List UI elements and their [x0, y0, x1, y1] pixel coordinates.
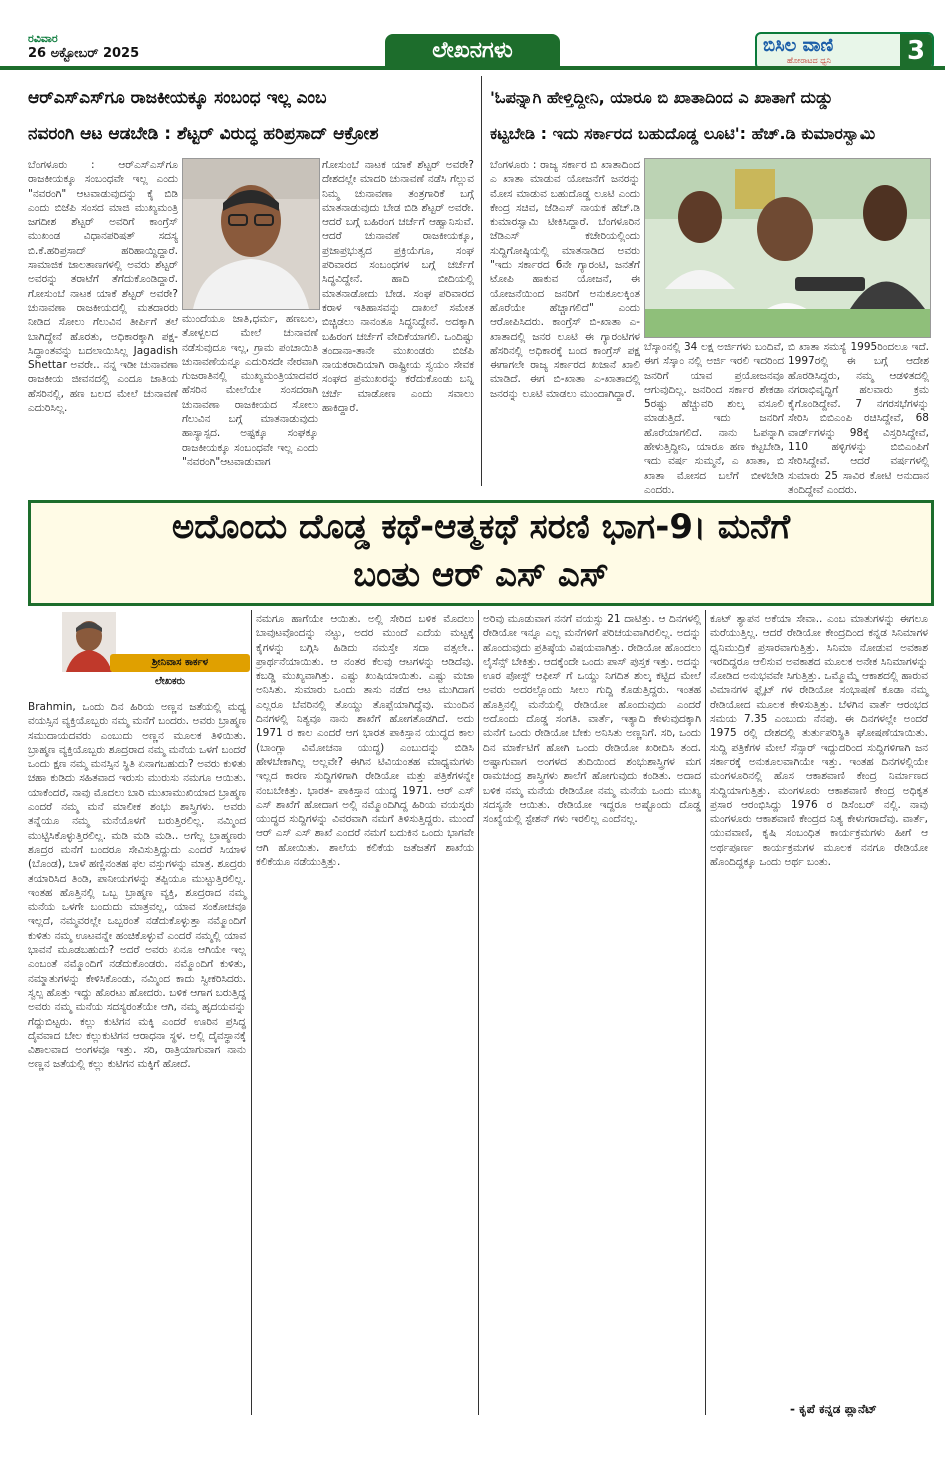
story2-col2: ಬೆಸ್ಕಾಂನಲ್ಲಿ 34 ಲಕ್ಷ ಅರ್ಜಿಗಳು ಬಂದಿವೆ, ಈಗ ಸೆಸ್ಕಾಂ ನಲ್ಲಿ ಅರ್ಜಿ ಇರಲಿ ಇದರಿಂದ ಜನರಿಗೆ ಯಾವ ಪ್ರಯೋಜನವೂ ಆಗುವುದಿಲ್ಲ. ಜನರಿಂದ ಸರ್ಕಾರ ಶೇಕಡಾ 5ರಷ್ಟು ಹೆಚ್ಚುವರಿ ಶುಲ್ಕ ವಸೂಲಿ ಮಾಡುತ್ತಿದೆ. ಇದು ಜನರಿಗೆ ಹೊರೆಯಾಗಲಿದೆ. ನಾನು ಓಪನ್ನಾಗಿ ಹೇಳುತ್ತಿದ್ದೀನಿ, ಯಾರೂ ಹಣ ಕಟ್ಟಬೇಡಿ, ಇದು ವರ್ಷ ಸುಮ್ಮನೆ, ಎ ಖಾತಾ, ಬಿ ಖಾತಾ ಮೋಸದ ಬಲೆಗೆ ಬೀಳಬೇಡಿ ಎಂದರು. [644, 341, 784, 496]
story2-col1: ಬೆಂಗಳೂರು : ರಾಜ್ಯ ಸರ್ಕಾರ ಬಿ ಖಾತಾದಿಂದ ಎ ಖಾತಾ ಮಾಡುವ ಯೋಜನೆಗೆ ಜನರನ್ನು ಮೋಸ ಮಾಡುವ ಬಹುದೊಡ್ಡ ಲೂಟಿ ಎಂದು ಕೇಂದ್ರ ಸಚಿವ, ಜೆಡಿಎಸ್ ನಾಯಕ ಹೆಚ್.ಡಿ ಕುಮಾರಸ್ವಾಮಿ ಟೀಕಿಸಿದ್ದಾರೆ. ಬೆಂಗಳೂರಿನ ಜೆಡಿಎಸ್ ಕಚೇರಿಯಲ್ಲಿಂದು ಸುದ್ದಿಗೋಷ್ಠಿಯಲ್ಲಿ ಮಾತನಾಡಿದ ಅವರು "ಇದು ಸರ್ಕಾರದ 6ನೇ ಗ್ಯಾರಂಟಿ, ಜನತೆಗೆ ಟೋಪಿ ಹಾಕುವ ಯೋಜನೆ, ಈ ಯೋಜನೆಯಿಂದ ಜನರಿಗೆ ಅನುಕೂಲಕ್ಕಿಂತ ಹೊರೆಯೇ ಹೆಚ್ಚಾಗಲಿದೆ" ಎಂದು ಆರೋಪಿಸಿದರು. ಕಾಂಗ್ರೆಸ್ ಬಿ-ಖಾತಾ ಎ-ಖಾತಾದಲ್ಲಿ ಜನರ ಲೂಟಿ ಈ ಗ್ಯಾರಂಟಿಗಳ ಹೆಸರಿನಲ್ಲಿ ಅಧಿಕಾರಕ್ಕೆ ಬಂದ ಕಾಂಗ್ರೆಸ್ ಪಕ್ಷ ಈಗಾಗಲೇ ರಾಜ್ಯ ಸರ್ಕಾರದ ಖಜಾನೆ ಖಾಲಿ ಮಾಡಿದೆ. ಈಗ ಬಿ-ಖಾತಾ ಎ-ಖಾತಾದಲ್ಲಿ ಜನರನ್ನು ಲೂಟಿ ಮಾಡಲು ಮುಂದಾಗಿದ್ದಾರೆ. [490, 159, 640, 400]
story1-headline-line1: ಆರ್‌ಎಸ್‌ಎಸ್‌ಗೂ ರಾಜಕೀಯಕ್ಕೂ ಸಂಬಂಧ ಇಲ್ಲ ಎಂಬ [28, 88, 327, 108]
feature-title-banner [28, 500, 934, 606]
story1-headline-line2: ನವರಂಗಿ ಆಟ ಆಡಬೇಡಿ : ಶೆಟ್ಟರ್ ವಿರುದ್ಧ ಹರಿಪ್ರಸಾದ್ ಆಕ್ರೋಶ [28, 124, 379, 144]
story2-col3: ಬಿ ಖಾತಾ ಸಮಸ್ಯೆ 1995ರಿಂದಲೂ ಇದೆ. 1997ರಲ್ಲಿ ಈ ಬಗ್ಗೆ ಆದೇಶ ಹೊರಡಿಸಿದ್ದರು, ನಮ್ಮ ಆಡಳಿತದಲ್ಲಿ ನಗರಾಭಿವೃದ್ಧಿಗೆ ಹಲವಾರು ಕ್ರಮ ಕೈಗೊಂಡಿದ್ದೇವೆ. 7 ನಗರಸಭೆಗಳನ್ನು ಸೇರಿಸಿ ಬಿಬಿಎಂಪಿ ರಚಿಸಿದ್ದೇವೆ, 68 ವಾರ್ಡ್‌ಗಳನ್ನು 98ಕ್ಕೆ ವಿಸ್ತರಿಸಿದ್ದೇವೆ, 110 ಹಳ್ಳಿಗಳನ್ನು ಬಿಬಿಎಂಪಿಗೆ ಸೇರಿಸಿದ್ದೇವೆ. ಆದರೆ ವರ್ಷಗಳಲ್ಲಿ ಸುಮಾರು 25 ಸಾವಿರ ಕೋಟಿ ಅನುದಾನ ತಂದಿದ್ದೇವೆ ಎಂದರು. [788, 341, 929, 496]
author-photo-icon [62, 612, 116, 672]
feature-col3: ಅರಿವು ಮೂಡುವಾಗ ನನಗೆ ವಯಸ್ಸು 21 ದಾಟಿತ್ತು. ಆ ದಿನಗಳಲ್ಲಿ ರೇಡಿಯೋ ಇನ್ನೂ ಎಲ್ಲ ಮನೆಗಳಿಗೆ ಪರಿಚಯವಾಗಿರಲಿಲ್ಲ. ಅದನ್ನು ಹೊಂದುವುದು ಪ್ರತಿಷ್ಠೆಯ ವಿಷಯವಾಗಿತ್ತು. ರೇಡಿಯೋ ಹೊಂದಲು ಲೈಸೆನ್ಸ್ ಬೇಕಿತ್ತು. ಆದಕ್ಕೆಂದೇ ಒಂದು ಪಾಸ್ ಪುಸ್ತಕ ಇತ್ತು. ಅದನ್ನು ಊರ ಪೋಸ್ಟ್ ಆಫೀಸ್ ಗೆ ಒಯ್ದು ನಿಗದಿತ ಶುಲ್ಕ ಕಟ್ಟಿದ ಮೇಲೆ ಅವರು ಅದರಲ್ಲೊಂದು ಸೀಲು ಗುದ್ದಿ ಕೊಡುತ್ತಿದ್ದರು. ಇಂತಹ ಹೊತ್ತಿನಲ್ಲಿ ಮನೆಯಲ್ಲಿ ರೇಡಿಯೋ ಹೊಂದುವುದು ಎಂದರೆ ಅದೊಂದು ದೊಡ್ಡ ಸಂಗತಿ. ವಾರ್ತೆ, ಇತ್ಯಾದಿ ಕೇಳುವುದಕ್ಕಾಗಿ ಮನೆಗೆ ಒಂದು ರೇಡಿಯೋ ಬೇಕು ಅನಿಸಿತು ಅಣ್ಣನಿಗೆ. ಸರಿ, ಒಂದು ದಿನ ಮಾರ್ಕೆಟಿಗೆ ಹೋಗಿ ಒಂದು ರೇಡಿಯೋ ಖರೀದಿಸಿ ತಂದ. ಅಷ್ಟಾಗುವಾಗ ಅಂಗಳದ ತುದಿಯಿಂದ ಶಂಭುಶಾಸ್ತ್ರಿಗಳ ಮಗ ರಾಮಚಂದ್ರ ಶಾಸ್ತ್ರಿಗಳು ಶಾಲೆಗೆ ಹೋಗುವುದು ಕಂಡಿತು. ಅದಾದ ಬಳಿಕ ನಮ್ಮ ಮನೆಯ ರೇಡಿಯೋ ನಮ್ಮ ಮನೆಯ ಒಂದು ಮುಖ್ಯ ಸದಸ್ಯನೇ ಆಯಿತು. ರೇಡಿಯೋ ಇದ್ದರೂ ಅಷ್ಟೊಂದು ದೊಡ್ಡ ಸಂಖ್ಯೆಯಲ್ಲಿ ಸ್ಟೇಶನ್ ಗಳು ಇರಲಿಲ್ಲ ಎಂದೆನಲ್ಲ. [483, 613, 701, 826]
feature-title-line1: ಅದೊಂದು ದೊಡ್ಡ ಕಥೆ-ಆತ್ಮಕಥೆ ಸರಣಿ ಭಾಗ-9। ಮನೆಗೆ [171, 507, 791, 547]
feature-col2: ನಮಗೂ ಹಾಗೆಯೇ ಆಯಿತು. ಅಲ್ಲಿ ಸೇರಿದ ಬಳಿಕ ಮೊದಲು ಬಾವುಟವೊಂದನ್ನು ನಟ್ಟು, ಅದರ ಮುಂದೆ ಎದೆಯ ಮಟ್ಟಕ್ಕೆ ಕೈಗಳನ್ನು ಬಗ್ಗಿಸಿ ಹಿಡಿದು ನಮಸ್ತೇ ಸದಾ ವತ್ಸಲೇ.. ಪ್ರಾರ್ಥನೆಯಾಯಿತು. ಆ ನಂತರ ಕೆಲವು ಆಟಗಳನ್ನು ಆಡಿದೆವು. ಕಬಡ್ಡಿ ಮುಖ್ಯವಾಗಿತ್ತು. ಎಷ್ಟು ಖುಷಿಯಾಯಿತು. ಎಷ್ಟು ಮಜಾ ಅನಿಸಿತು. ಸುಮಾರು ಒಂದು ತಾಸು ನಡೆದ ಆಟ ಮುಗಿದಾಗ ಎಲ್ಲರೂ ಬೆವರಿನಲ್ಲಿ ತೊಯ್ದು ತೊಪ್ಪೆಯಾಗಿದ್ದೆವು. ಮುಂದಿನ ದಿನಗಳಲ್ಲಿ ನಿತ್ಯವೂ ನಾನು ಶಾಖೆಗೆ ಹೋಗತೊಡಗಿದೆ. ಅದು 1971 ರ ಕಾಲ ಎಂದರೆ ಆಗ ಭಾರತ ಪಾಕಿಸ್ತಾನ ಯುದ್ಧದ ಕಾಲ (ಬಾಂಗ್ಲಾ ವಿಮೋಚನಾ ಯುದ್ಧ) ಎಂಬುದನ್ನು ಬಿಡಿಸಿ ಹೇಳಬೇಕಾಗಿಲ್ಲ ಅಲ್ಲವೇ? ಈಗಿನ ಟಿವಿಯಂತಹ ಮಾಧ್ಯಮಗಳು ಇಲ್ಲದ ಕಾರಣ ಸುದ್ದಿಗಳಿಗಾಗಿ ರೇಡಿಯೋ ಮತ್ತು ಪತ್ರಿಕೆಗಳನ್ನೇ ನಂಬಬೇಕಿತ್ತು. ಭಾರತ- ಪಾಕಿಸ್ತಾನ ಯುದ್ಧ 1971. ಆರ್ ಎಸ್ ಎಸ್ ಶಾಖೆಗೆ ಹೋದಾಗ ಅಲ್ಲಿ ನಮ್ಮೊಂದಿಗಿದ್ದ ಹಿರಿಯ ವಯಸ್ಕರು ಯುದ್ಧದ ಸುದ್ದಿಗಳನ್ನು ವಿವರವಾಗಿ ನಮಗೆ ತಿಳಿಸುತ್ತಿದ್ದರು. ಮುಂದೆ ಆರ್ ಎಸ್ ಎಸ್ ಶಾಖೆ ಎಂದರೆ ನಮಗೆ ಬದುಕಿನ ಒಂದು ಭಾಗವೇ ಆಗಿ ಹೋಯಿತು. ಶಾಲೆಯ ಕಲಿಕೆಯ ಜತೆಜತೆಗೆ ಶಾಖೆಯ ಕಲಿಕೆಯೂ ನಡೆಯುತ್ತಿತ್ತು. [256, 613, 474, 869]
column-divider [478, 610, 479, 1415]
source-credit: - ಕೃಪೆ ಕನ್ನಡ ಪ್ಲಾನೆಟ್ [790, 1402, 877, 1416]
feature-col4: ಕೂಟ್ ತ್ಯಾಪನ ಅಕೆಯಾ ಸೇವಾ.. ಎಂಬ ಮಾತುಗಳನ್ನು ಈಗಲೂ ಮರೆಯುತ್ತಿಲ್ಲ. ಆದರೆ ರೇಡಿಯೋ ಕೇಂದ್ರದಿಂದ ಕನ್ನಡ ಸಿನಿಮಾಗಳ ಧ್ವನಿಮುದ್ರಿಕೆ ಪ್ರಸಾರವಾಗುತ್ತಿತ್ತು. ಸಿನಿಮಾ ನೋಡುವ ಅವಕಾಶ ಇರದಿದ್ದರೂ ಆಲಿಸುವ ಅವಕಾಶದ ಮೂಲಕ ಅನೇಕ ಸಿನಿಮಾಗಳನ್ನು ನೋಡಿದ ಅನುಭವವೇ ಸಿಗುತ್ತಿತ್ತು. ಒಮ್ಮೊಮ್ಮೆ ಆಕಾಶದಲ್ಲಿ ಹಾರುವ ವಿಮಾನಗಳ ಫ್ಲೈಟ್ ಗಳ ರೇಡಿಯೋ ಸಂಭಾಷಣೆ ಕೂಡಾ ನಮ್ಮ ರೇಡಿಯೋದ ಮೂಲಕ ಕೇಳಿಸುತ್ತಿತ್ತು. ಬೆಳಗಿನ ವಾರ್ತೆ ಆರಂಭದ ಸಮಯ 7.35 ಎಂಬುದು ನೆನಪು. ಈ ದಿನಗಳಲ್ಲೇ ಅಂದರೆ 1975 ರಲ್ಲಿ ದೇಶದಲ್ಲಿ ತುರ್ತುಪರಿಸ್ಥಿತಿ ಘೋಷಣೆಯಾಯಿತು. ಸುದ್ದಿ ಪತ್ರಿಕೆಗಳ ಮೇಲೆ ಸೆನ್ಸಾರ್ ಇದ್ದುದರಿಂದ ಸುದ್ದಿಗಳಿಗಾಗಿ ಜನ ಸರ್ಕಾರಕ್ಕೆ ಅನುಕೂಲವಾಗಿಯೇ ಇತ್ತು. ಇಂತಹ ದಿನಗಳಲ್ಲಿಯೇ ಮಂಗಳೂರಿನಲ್ಲಿ ಹೊಸ ಆಕಾಶವಾಣಿ ಕೇಂದ್ರ ನಿರ್ಮಾಣದ ಸುದ್ದಿಯಾಗುತ್ತಿತ್ತು. ಮಂಗಳೂರು ಆಕಾಶವಾಣಿ ಕೇಂದ್ರ ಅಧಿಕೃತ ಪ್ರಸಾರ ಆರಂಭಿಸಿದ್ದು 1976 ರ ಡಿಸೆಂಬರ್ ನಲ್ಲಿ. ನಾವು ಮಂಗಳೂರು ಆಕಾಶವಾಣಿ ಕೇಂದ್ರದ ನಿತ್ಯ ಕೇಳುಗರಾದೆವು. ವಾರ್ತೆ, ಯುವವಾಣಿ, ಕೃಷಿ ಸಂಬಂಧಿತ ಕಾರ್ಯಕ್ರಮಗಳು ಹೀಗೆ ಆ ಅರ್ಥಪೂರ್ಣ ಕಾರ್ಯಕ್ರಮಗಳ ಮೂಲಕ ನನಗೂ ರೇಡಿಯೋ ಹೊಂದಿದ್ದಕ್ಕೂ ಒಂದು ಅರ್ಥ ಬಂತು. [710, 613, 928, 869]
feature-col1: Brahmin, ಒಂದು ದಿನ ಹಿರಿಯ ಅಣ್ಣನ ಜತೆಯಲ್ಲಿ ಮಧ್ಯ ವಯಸ್ಸಿನ ವ್ಯಕ್ತಿಯೊಬ್ಬರು ನಮ್ಮ ಮನೆಗೆ ಬಂದರು. ಅವರು ಬ್ರಾಹ್ಮಣ ಸಮುದಾಯದವರು ಎಂಬುದು ಅಣ್ಣನ ಮೂಲಕ ತಿಳಿಯಿತು. ಬ್ರಾಹ್ಮಣ ವ್ಯಕ್ತಿಯೊಬ್ಬರು ಶೂದ್ರರಾದ ನಮ್ಮ ಮನೆಯ ಒಳಗೆ ಬಂದರೆ ಒಂದು ಕ್ಷಣ ನಮ್ಮ ಮನಸ್ಸಿನ ಸ್ಥಿತಿ ಏನಾಗಬಹುದು? ಅವರು ಕುಳಿತು ಚಹಾ ಕುಡಿದು ಸಹಿತವಾದ ಇರುಸು ಮುರುಸು ನಮಗೂ ಆಯಿತು. ಯಾಕೆಂದರೆ, ನಾವು ಮೊದಲು ಬಾರಿ ಮುಖಾಮುಖಿಯಾದ ಬ್ರಾಹ್ಮಣ ಎಂದರೆ ನಮ್ಮ ಮನೆ ಮಾಲೀಕ ಶಂಭು ಶಾಸ್ತ್ರಿಗಳು. ಅವರು ತನ್ನೆಯೂ ನಮ್ಮ ಮನೆಯೊಳಗೆ ಬರುತ್ತಿರಲಿಲ್ಲ. ನಮ್ಮಿಂದ ಮುಟ್ಟಿಸಿಕೊಳ್ಳುತ್ತಿರಲಿಲ್ಲ. ಮಡಿ ಮಡಿ ಮಡಿ.. ಅಗೆಲ್ಲ ಬ್ರಾಹ್ಮಣರು ಶೂದ್ರರ ಮನೆಗೆ ಬಂದರೂ ಸೇವಿಸುತ್ತಿದ್ದುದು ಎಂದರೆ ಸಿಯಾಳ (ಬೊಂಡ), ಬಾಳೆ ಹಣ್ಣಿನಂತಹ ಫಲ ವಸ್ತುಗಳನ್ನು ಮಾತ್ರ. ಶೂದ್ರರು ತಯಾರಿಸಿದ ತಿಂಡಿ, ಪಾನೀಯಗಳನ್ನು ತಪ್ಪಿಯೂ ಮುಟ್ಟುತ್ತಿರಲಿಲ್ಲ. ಇಂತಹ ಹೊತ್ತಿನಲ್ಲಿ ಒಬ್ಬ ಬ್ರಾಹ್ಮಣ ವ್ಯಕ್ತಿ, ಶೂದ್ರರಾದ ನಮ್ಮ ಮನೆಯ ಒಳಗೇ ಬಂದುದು ಮಾತ್ರವಲ್ಲ, ಯಾವ ಸಂಕೋಚವೂ ಇಲ್ಲದೆ, ನಮ್ಮವರಲ್ಲೇ ಒಬ್ಬರಂತೆ ನಡೆದುಕೊಳ್ಳುತ್ತಾ ನಮ್ಮೊಂದಿಗೆ ಕುಳಿತು ನಮ್ಮ ಊಟವನ್ನೇ ಹಂಚಿಕೊಳ್ಳುವೆ ಎಂದರೆ ನಮ್ಮಲ್ಲಿ ಯಾವ ಭಾವನೆ ಮೂಡಬಹುದು? ಅದರೆ ಅವರು ಏನೂ ಆಗಿಯೇ ಇಲ್ಲ ಎಂಬಂತೆ ನಮ್ಮೊಂದಿಗೆ ನಡೆದುಕೊಂಡರು. ನಮ್ಮೊಂದಿಗೆ ಕುಳಿತು, ನಮ್ಮಾತುಗಳನ್ನು ಕೇಳಿಸಿಕೊಂಡು, ನಮ್ಮಿಂದ ಕಾದು ಸ್ವೀಕರಿಸಿದರು. ಸ್ವಲ್ಪ ಹೊತ್ತು ಇದ್ದು ಹೊರಟು ಹೋದರು. ಬಳಿಕ ಆಗಾಗ ಬರುತ್ತಿದ್ದ ಅವರು ನಮ್ಮ ಮನೆಯ ಸದಸ್ಯರಂತೆಯೇ ಆಗಿ, ನಮ್ಮ ಹೃದಯವನ್ನು ಗೆದ್ದುಬಿಟ್ಟರು. ಕಲ್ಲು ಕುಟಿಗನ ಮಕ್ಕಿ ಎಂದರೆ ಊರಿನ ಪ್ರಸಿದ್ಧ ದೈವವಾದ ಬೇಲ ಕಲ್ಲುಕುಟಿಗನ ಆರಾಧನಾ ಸ್ಥಳ. ಅಲ್ಲಿ ದೈವಸ್ಥಾನಕ್ಕೆ ವಿಶಾಲವಾದ ಅಂಗಳವೂ ಇತ್ತು. ಸರಿ, ರಾತ್ರಿಯಾಗುವಾಗ ನಾನು ಅಣ್ಣನ ಜತೆಯಲ್ಲಿ ಕಲ್ಲು ಕುಟಿಗನ ಮಕ್ಕಿಗೆ ಹೋದೆ. [28, 701, 246, 1071]
column-divider [705, 610, 706, 1415]
day-label: ರವಿವಾರ [28, 32, 58, 45]
story2-photo [644, 158, 931, 338]
story1-headline [28, 80, 478, 152]
story1-col3: ಗೋಸುಂಬೆ ನಾಟಕ ಯಾಕೆ ಶೆಟ್ಟರ್ ಅವರೇ? ದೇಶದಲ್ಲೇ ಮಾದರಿ ಚುನಾವಣೆ ನಡೆಸಿ ಗೆಲ್ಲುವ ನಿಮ್ಮ ಚುನಾವಣಾ ತಂತ್ರಗಾರಿಕೆ ಬಗ್ಗೆ ಮಾತನಾಡುವುದು ಬೇಡ ಬಿಡಿ ಶೆಟ್ಟರ್ ಅವರೇ. ಆದರೆ ಬಗ್ಗೆ ಬಹಿರಂಗ ಚರ್ಚೆಗೆ ಆಹ್ವಾನಿಸುವೆ. ಆದರೆ ಚುನಾವಣೆ ರಾಜಕೀಯಕ್ಕೂ, ಪ್ರಜಾಪ್ರಭುತ್ವದ ಪ್ರಕ್ರಿಯೆಗೂ, ಸಂಘ ಪರಿವಾರದ ಸಂಬಂಧಗಳ ಬಗ್ಗೆ ಚರ್ಚೆಗೆ ಸಿದ್ಧವಿದ್ದೇನೆ. ಹಾದಿ ಬೀದಿಯಲ್ಲಿ ಮಾತನಾಡೋದು ಬೇಡ. ಸಂಘ ಪರಿವಾರದ ಕರಾಳ ಇತಿಹಾಸವನ್ನು ದಾಖಲೆ ಸಮೇತ ಬಿಚ್ಚಿಡಲು ನಾನಂತೂ ಸಿದ್ಧನಿದ್ದೇನೆ. ಅದಕ್ಕಾಗಿ ಬಹಿರಂಗ ಚರ್ಚೆಗೆ ವೇದಿಕೆಯಾಗಲಿ. ಒಂದಿಷ್ಟು ತಂದಾನಾ-ತಾನೇ ಮುಖಂಡರು ಬಿಜೆಪಿ ನಾಯಕರಾದಿಯಾಗಿ ರಾಷ್ಟ್ರೀಯ ಸ್ವಯಂ ಸೇವಕ ಸಂಘದ ಪ್ರಮುಖರನ್ನು ಕರೆದುಕೊಂಡು ಬನ್ನಿ ಚರ್ಚೆ ಮಾಡೋಣ ಎಂದು ಸವಾಲು ಹಾಕಿದ್ದಾರೆ. [322, 159, 474, 415]
author-name: ಶ್ರೀನಿವಾಸ ಕಾರ್ಕಳ [110, 654, 250, 672]
column-divider [481, 76, 482, 486]
header-rule [0, 66, 945, 70]
story1-col2: ಮುಂದೆಯೂ ಜಾತಿ,ಧರ್ಮ, ಹಣಬಲ, ತೋಳ್ಬಲದ ಮೇಲೆ ಚುನಾವಣೆ ನಡೆಸುವುದೂ ಇಲ್ಲ, ಗ್ರಾಮ ಪಂಚಾಯಿತಿ ಚುನಾವಣೆಯನ್ನೂ ಎದುರಿಸದೇ ನೇರವಾಗಿ ಗುಜರಾತಿನಲ್ಲಿ ಮುಖ್ಯಮಂತ್ರಿಯಾದವರ ಹೆಸರಿನ ಮೇಲೆಯೇ ಸಂಸದರಾಗಿ ಚುನಾವಣಾ ರಾಜಕೀಯದ ಸೋಲು ಗೆಲುವಿನ ಬಗ್ಗೆ ಮಾತನಾಡುವುದು ಹಾಸ್ಯಾಸ್ಪದ. ಅಷ್ಟಕ್ಕೂ ಸಂಘಕ್ಕೂ ರಾಜಕೀಯಕ್ಕೂ ಸಂಬಂಧವೇ ಇಲ್ಲ ಎಂದು "ನವರಂಗಿ"ಆಟವಾಡುವಾಗ [182, 313, 318, 468]
page-number: 3 [900, 34, 932, 68]
paper-tagline: ಹೋರಾಟದ ಧ್ವನಿ [786, 56, 832, 65]
story1-photo [182, 158, 320, 310]
story2-headline [490, 80, 925, 152]
date-label: 26 ಅಕ್ಟೋಬರ್ 2025 [28, 46, 140, 61]
date-block [28, 32, 228, 61]
person-portrait-icon [183, 159, 319, 309]
paper-name: ಬಿಸಿಲ ವಾಣಿ [763, 35, 834, 56]
paper-logo [755, 32, 934, 70]
section-title: ಲೇಖನಗಳು [385, 34, 560, 68]
press-meet-photo-icon [645, 159, 930, 337]
feature-title-line2: ಬಂತು ಆರ್ ಎಸ್ ಎಸ್ [353, 555, 609, 595]
column-divider [251, 610, 252, 1415]
author-role: ಲೇಖಕರು [155, 676, 186, 687]
story2-headline-line1: 'ಓಪನ್ನಾಗಿ ಹೇಳ್ತಿದ್ದೀನಿ, ಯಾರೂ ಬಿ ಖಾತಾದಿಂದ ಎ ಖಾತಾಗೆ ದುಡ್ಡು [490, 88, 834, 107]
story1-col1: ಬೆಂಗಳೂರು : ಆರ್‌ಎಸ್‌ಎಸ್‌ಗೂ ರಾಜಕೀಯಕ್ಕೂ ಸಂಬಂಧವೇ ಇಲ್ಲ ಎಂದು "ನವರಂಗಿ" ಆಟವಾಡುವುದನ್ನು ಕೈ ಬಿಡಿ ಎಂದು ಬಿಜೆಪಿ ಸಂಸದ ಮಾಜಿ ಮುಖ್ಯಮಂತ್ರಿ ಜಗದೀಶ ಶೆಟ್ಟರ್ ಅವರಿಗೆ ಕಾಂಗ್ರೆಸ್ ಮುಖಂಡ ವಿಧಾನಪರಿಷತ್ ಸದಸ್ಯ ಬಿ.ಕೆ.ಹರಿಪ್ರಸಾದ್ ಹರಿಹಾಯ್ದಿದ್ದಾರೆ. ಸಾಮಾಜಿಕ ಜಾಲತಾಣಗಳಲ್ಲಿ ಅವರು ಶೆಟ್ಟರ್ ಅವರನ್ನು ತರಾಟೆಗೆ ತೆಗೆದುಕೊಂಡಿದ್ದಾರೆ. ಗೋಸುಂಬೆ ನಾಟಕ ಯಾಕೆ ಶೆಟ್ಟರ್ ಅವರೇ? ಚುನಾವಣಾ ರಾಜಕೀಯದಲ್ಲಿ ಮತದಾರರು ನೀಡಿದ ಸೋಲು ಗೆಲುವಿನ ತೀರ್ಪಿಗೆ ತಲೆ ಬಾಗಿದ್ದೇನೆ ಹೊರತು, ಅಧಿಕಾರಕ್ಕಾಗಿ ಪಕ್ಷ-ಸಿದ್ಧಾಂತವನ್ನು ಬದಲಾಯಿಸಿಲ್ಲ Jagadish Shettar ಅವರೇ.. ನನ್ನ ಇಡೀ ಚುನಾವಣಾ ರಾಜಕೀಯ ಜೀವನದಲ್ಲಿ ಎಂದೂ ಜಾತಿಯ ಹೆಸರಿನಲ್ಲಿ, ಹಣ ಬಲದ ಮೇಲೆ ಚುನಾವಣೆ ಎದುರಿಸಿಲ್ಲ. [28, 159, 178, 415]
story2-headline-line2: ಕಟ್ಟಬೇಡಿ : ಇದು ಸರ್ಕಾರದ ಬಹುದೊಡ್ಡ ಲೂಟಿ': ಹೆಚ್.ಡಿ ಕುಮಾರಸ್ವಾಮಿ [490, 124, 876, 143]
